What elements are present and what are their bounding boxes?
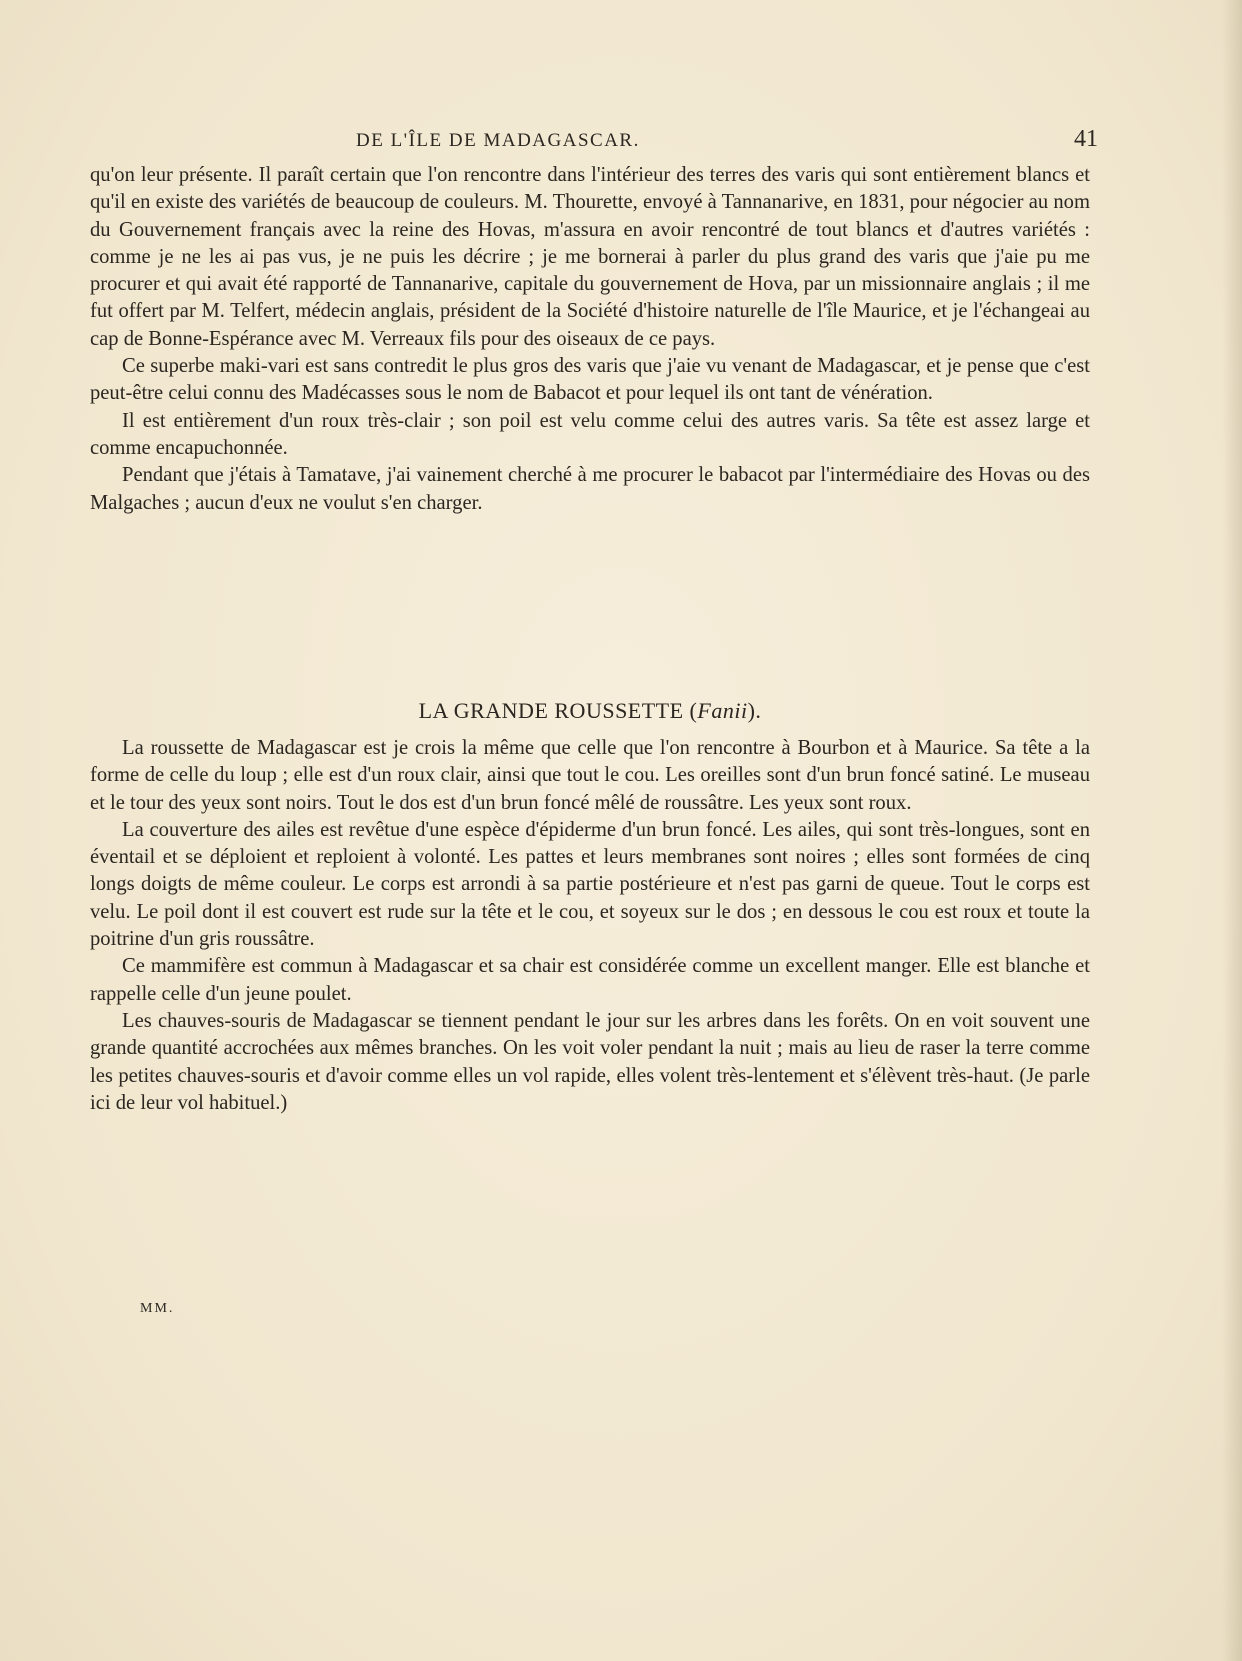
heading-italic-name: Fanii [697,698,748,723]
paragraph: Il est entièrement d'un roux très-clair ; son poil est velu comme celui des autres varis. Sa tête est assez large et comme encapuchonnée. [90,409,1090,459]
paragraph: Ce mammifère est commun à Madagascar et sa chair est considérée comme un excellent manger. Elle est blanche et rappelle celle d'un jeune poulet. [90,955,1090,1005]
page-number: 41 [1074,126,1098,152]
page-header [90,126,1102,160]
paragraph: qu'on leur présente. Il paraît certain que l'on rencontre dans l'intérieur des terres des varis qui sont entièrement blancs et qu'il en existe des variétés de beaucoup de couleurs. M. Thourette, envoyé à Tannanarive, en 1831, pour négocier au nom du Gouvernement français avec la reine des Hovas, m'assura en avoir rencontré de tout blancs et d'autres variétés : comme je ne les ai pas vus, je ne puis les décrire ; je me bornerai à parler du plus grand des varis que j'aie pu me procurer et qui avait été rapporté de Tannanarive, capitale du gouvernement de Hova, par un missionnaire anglais ; il me fut offert par M. Telfert, médecin anglais, président de la Société d'histoire naturelle de l'île Maurice, et je l'échangeai au cap de Bonne-Espérance avec M. Verreaux fils pour des oiseaux de ce pays. [90,164,1090,350]
running-head: DE L'ÎLE DE MADAGASCAR. [356,130,640,151]
page-edge-shadow [1222,0,1242,1661]
paragraph: La roussette de Madagascar est je crois la même que celle que l'on rencontre à Bourbon et à Maurice. Sa tête a la forme de celle du loup ; elle est d'un roux clair, ainsi que tout le cou. Les oreilles sont d'un brun foncé satiné. Le museau et le tour des yeux sont noirs. Tout le dos est d'un brun foncé mêlé de roussâtre. Les yeux sont roux. [90,737,1090,814]
paragraph: Pendant que j'étais à Tamatave, j'ai vainement cherché à me procurer le babacot par l'intermédiaire des Hovas ou des Malgaches ; aucun d'eux ne voulut s'en charger. [90,464,1090,514]
paragraph: Les chauves-souris de Madagascar se tiennent pendant le jour sur les arbres dans les forêts. On en voit souvent une grande quantité accrochées aux mêmes branches. On les voit voler pendant la nuit ; mais au lieu de raser la terre comme les petites chauves-souris et d'avoir comme elles un vol rapide, elles volent très-lentement et s'élèvent très-haut. (Je parle ici de leur vol habituel.) [90,1009,1090,1114]
heading-title: LA GRANDE ROUSSETTE ( [418,698,698,723]
section-roussette-text [90,735,1090,1117]
signature-mark: MM. [140,1301,175,1316]
section-varis-text [90,162,1090,517]
paragraph: Ce superbe maki-vari est sans contredit le plus gros des varis que j'aie vu venant de Madagascar, et je pense que c'est peut-être celui connu des Madécasses sous le nom de Babacot et pour lequel ils ont tant de vénération. [90,355,1090,405]
paragraph: La couverture des ailes est revêtue d'une espèce d'épiderme d'un brun foncé. Les ailes, qui sont très-longues, sont en éventail et se déploient et reploient à volonté. Les pattes et leurs membranes sont noires ; elles sont formées de cinq longs doigts de même couleur. Le corps est arrondi à sa partie postérieure et n'est pas garni de queue. Tout le corps est velu. Le poil dont il est couvert est rude sur la tête et le cou, et soyeux sur le dos ; en dessous le cou est roux et toute la poitrine d'un gris roussâtre. [90,818,1090,951]
heading-title-end: ). [747,698,762,723]
section-heading [90,698,1090,724]
